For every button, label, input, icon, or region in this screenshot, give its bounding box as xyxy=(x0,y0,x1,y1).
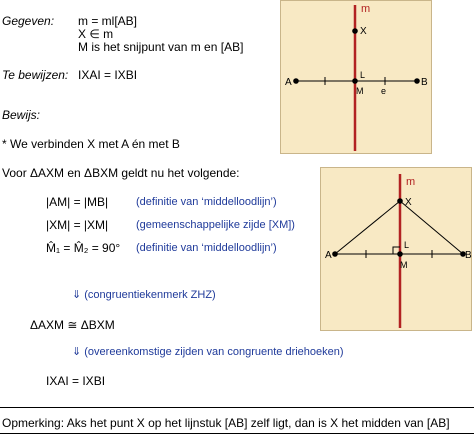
given-line-1: m = ml[AB] xyxy=(78,14,138,28)
label-l: L xyxy=(360,70,366,80)
label-x: X xyxy=(405,197,412,208)
label-m-point: M xyxy=(400,260,408,270)
prove-label: Te bewijzen: xyxy=(2,68,69,82)
proof-label: Bewijs: xyxy=(2,108,41,122)
figure-1-svg xyxy=(281,1,431,153)
figure-triangle xyxy=(320,167,472,331)
label-a: A xyxy=(285,77,292,88)
point-a xyxy=(293,78,299,84)
label-m-point: M xyxy=(356,86,364,96)
label-a: A xyxy=(325,250,332,261)
arrow-corresponding-sides: ⇓ (overeenkomstige zijden van congruente driehoeken) xyxy=(72,346,344,358)
point-b xyxy=(414,78,420,84)
given-line-3: M is het snijpunt van m en [AB] xyxy=(78,40,244,54)
label-x: X xyxy=(360,26,367,37)
point-x xyxy=(397,198,403,204)
label-m: m xyxy=(406,176,416,188)
point-m xyxy=(352,78,358,84)
reason-1: (definitie van ‘middelloodlijn’) xyxy=(136,196,277,208)
congruence-statement: ΔAXM ≅ ΔBXM xyxy=(30,318,115,332)
proof-intro: Voor ΔAXM en ΔBXM geldt nu het volgende: xyxy=(2,166,240,180)
proof-step-1: * We verbinden X met A én met B xyxy=(2,137,180,151)
label-b: B xyxy=(465,250,472,261)
reason-2: (gemeenschappelijke zijde [XM]) xyxy=(136,219,295,231)
point-a xyxy=(332,251,338,257)
label-e: e xyxy=(381,86,387,96)
figure-perpendicular-bisector xyxy=(280,0,432,154)
point-x xyxy=(352,28,358,34)
given-line-2: X ∈ m xyxy=(78,27,114,41)
label-l: L xyxy=(404,240,410,250)
segment-xa xyxy=(335,201,400,254)
remark: Opmerking: Aks het punt X op het lijnstuk [AB] zelf ligt, dan is X het midden van [AB] xyxy=(2,416,450,430)
label-b: B xyxy=(421,77,428,88)
figure-2-svg xyxy=(321,168,471,330)
divider-top xyxy=(0,407,474,408)
segment-xb xyxy=(400,201,463,254)
arrow-congruence-rule: ⇓ (congruentiekenmerk ZHZ) xyxy=(72,289,216,301)
equation-angles: M̂₁ = M̂₂ = 90° xyxy=(46,241,121,255)
prove-statement: IXAI = IXBI xyxy=(78,68,138,82)
equation-xm-xm: |XM| = |XM| xyxy=(46,218,109,232)
equation-am-mb: |AM| = |MB| xyxy=(46,195,109,209)
given-label: Gegeven: xyxy=(2,14,55,28)
reason-3: (definitie van ‘middelloodlijn’) xyxy=(136,242,277,254)
point-m xyxy=(397,251,403,257)
conclusion: IXAI = IXBI xyxy=(46,374,106,388)
divider-bottom xyxy=(0,433,474,434)
label-m: m xyxy=(361,3,371,15)
